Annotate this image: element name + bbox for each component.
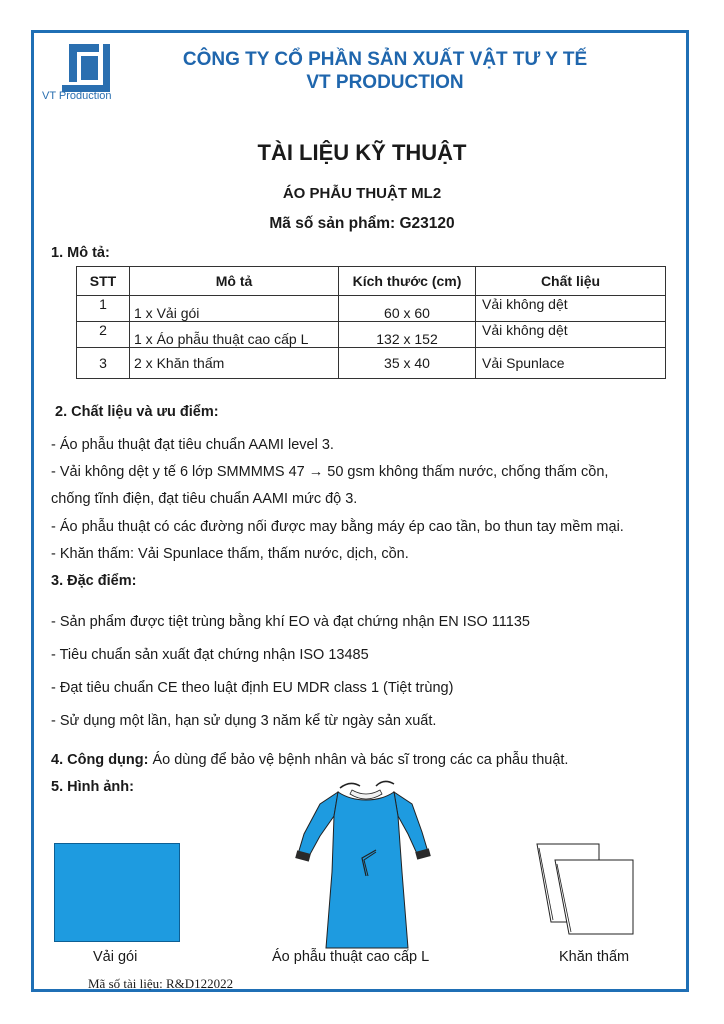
section2-line1: - Áo phẫu thuật đạt tiêu chuẩn AAMI level 3. bbox=[51, 437, 334, 453]
caption-wrap: Vải gói bbox=[93, 949, 138, 965]
cell-desc: 1 x Áo phẫu thuật cao cấp L bbox=[130, 322, 339, 348]
cell-size: 35 x 40 bbox=[339, 348, 476, 379]
table-row bbox=[77, 322, 666, 348]
table-row bbox=[77, 296, 666, 322]
company-name-line2: VT PRODUCTION bbox=[306, 72, 464, 93]
company-name-line1: CÔNG TY CỔ PHẦN SẢN XUẤT VẬT TƯ Y TẾ bbox=[182, 49, 588, 70]
section3-line3: - Đạt tiêu chuẩn CE theo luật định EU MDR class 1 (Tiệt trùng) bbox=[51, 680, 454, 696]
table-header-row bbox=[77, 267, 666, 296]
towel-image bbox=[535, 840, 639, 940]
section3-line4: - Sử dụng một lần, hạn sử dụng 3 năm kể từ ngày sản xuất. bbox=[51, 713, 437, 729]
section4-text: Áo dùng để bảo vệ bệnh nhân và bác sĩ trong các ca phẫu thuật. bbox=[148, 752, 569, 768]
description-table bbox=[76, 266, 666, 379]
cell-stt: 1 bbox=[77, 296, 130, 322]
company-name bbox=[140, 48, 630, 94]
col-header-material: Chất liệu bbox=[476, 267, 666, 296]
cell-material: Vải không dệt bbox=[476, 322, 666, 348]
product-name: ÁO PHẪU THUẬT ML2 bbox=[282, 185, 442, 202]
wrap-fabric-image bbox=[54, 843, 180, 942]
section2-line2b: chống tĩnh điện, đạt tiêu chuẩn AAMI mức độ 3. bbox=[51, 491, 358, 507]
cell-size: 132 x 152 bbox=[339, 322, 476, 348]
table-row bbox=[77, 348, 666, 379]
cell-stt: 3 bbox=[77, 348, 130, 379]
surgical-gown-image bbox=[290, 772, 434, 950]
section5-heading: 5. Hình ảnh: bbox=[51, 779, 134, 795]
cell-desc: 1 x Vải gói bbox=[130, 296, 339, 322]
section2-line3: - Áo phẫu thuật có các đường nối được may bằng máy ép cao tần, bo thun tay mềm mại. bbox=[51, 519, 624, 535]
cell-size: 60 x 60 bbox=[339, 296, 476, 322]
section3-line2: - Tiêu chuẩn sản xuất đạt chứng nhận ISO 13485 bbox=[51, 647, 369, 663]
caption-gown: Áo phẫu thuật cao cấp L bbox=[272, 949, 430, 965]
product-code: Mã số sản phẩm: G23120 bbox=[269, 215, 455, 232]
section2-line4: - Khăn thấm: Vải Spunlace thấm, thấm nước, dịch, cồn. bbox=[51, 546, 409, 562]
cell-material: Vải không dệt bbox=[476, 296, 666, 322]
section1-heading: 1. Mô tả: bbox=[51, 245, 110, 261]
caption-towel: Khăn thấm bbox=[559, 949, 630, 965]
col-header-stt: STT bbox=[77, 267, 130, 296]
section4 bbox=[51, 751, 681, 769]
section3-heading: 3. Đặc điểm: bbox=[51, 573, 137, 589]
cell-material: Vải Spunlace bbox=[476, 348, 666, 379]
section2-heading: 2. Chất liệu và ưu điểm: bbox=[55, 404, 219, 420]
col-header-desc: Mô tả bbox=[130, 267, 339, 296]
col-header-size: Kích thước (cm) bbox=[339, 267, 476, 296]
logo-text: VT Production bbox=[42, 90, 112, 102]
section4-heading: 4. Công dụng: bbox=[51, 752, 149, 768]
document-code: Mã số tài liệu: R&D122022 bbox=[88, 976, 234, 991]
cell-stt: 2 bbox=[77, 322, 130, 348]
cell-desc: 2 x Khăn thấm bbox=[130, 348, 339, 379]
document-title: TÀI LIỆU KỸ THUẬT bbox=[257, 140, 467, 165]
section2-line2a: - Vải không dệt y tế 6 lớp SMMMMS 47 → 50 gsm không thấm nước, chống thấm cồn, bbox=[51, 464, 609, 480]
section3-line1: - Sản phẩm được tiệt trùng bằng khí EO và đạt chứng nhận EN ISO 11135 bbox=[51, 614, 530, 630]
